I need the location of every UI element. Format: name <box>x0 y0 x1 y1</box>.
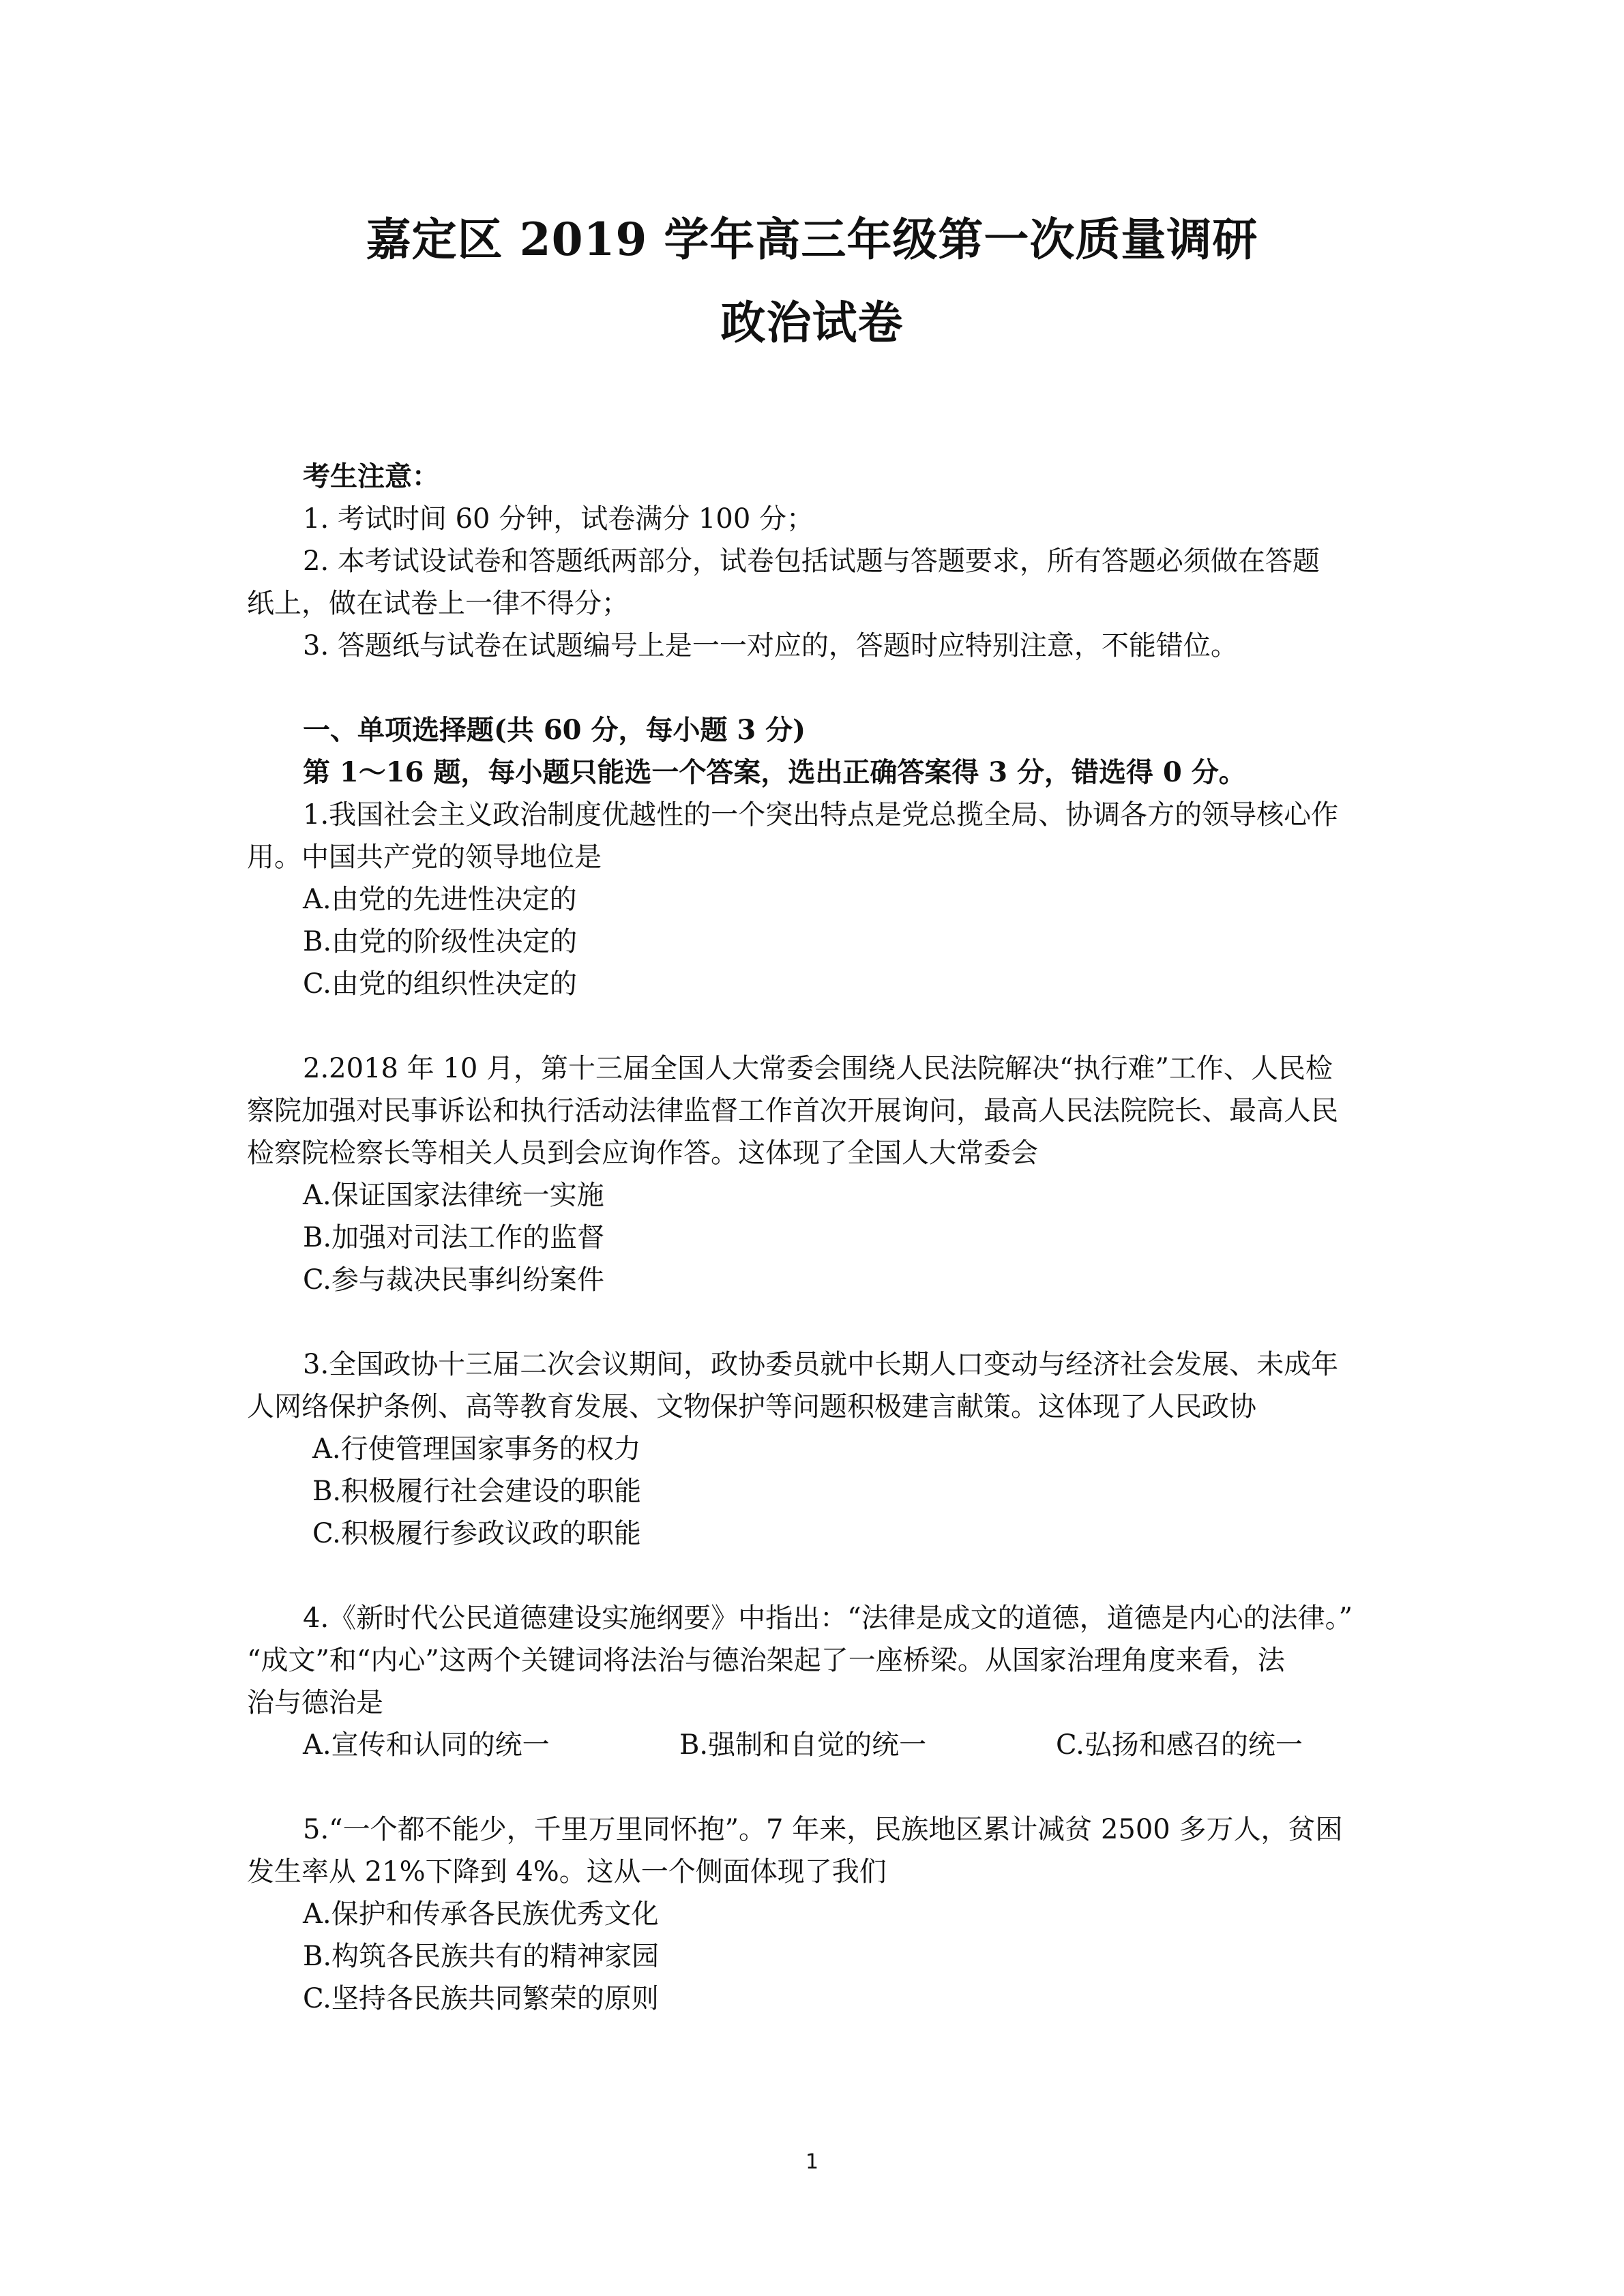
question-5-option-b: B.构筑各民族共有的精神家园 <box>303 1941 660 1972</box>
notice-item: 2. 本考试设试卷和答题纸两部分，试卷包括试题与答题要求，所有答题必须做在答题 <box>303 546 1320 577</box>
question-2-text: 察院加强对民事诉讼和执行活动法律监督工作首次开展询问，最高人民法院院长、最高人民 <box>247 1095 1338 1127</box>
question-1-text: 用。中国共产党的领导地位是 <box>247 841 602 873</box>
question-2-text: 检察院检察长等相关人员到会应询作答。这体现了全国人大常委会 <box>247 1137 1038 1169</box>
question-2-option-b: B.加强对司法工作的监督 <box>303 1222 605 1253</box>
page-number: 1 <box>805 2150 819 2174</box>
question-5-text: 发生率从 21%下降到 4%。这从一个侧面体现了我们 <box>247 1856 887 1888</box>
question-3-option-a: A.行使管理国家事务的权力 <box>312 1433 641 1465</box>
notice-heading: 考生注意： <box>303 460 439 492</box>
question-5-text: 5.“一个都不能少，千里万里同怀抱”。7 年来，民族地区累计减贫 2500 多万人，贫困 <box>303 1814 1343 1845</box>
question-2-option-c: C.参与裁决民事纠纷案件 <box>303 1264 604 1296</box>
question-4-text: 治与德治是 <box>247 1687 383 1718</box>
question-3-text: 人网络保护条例、高等教育发展、文物保护等问题积极建言献策。这体现了人民政协 <box>247 1391 1256 1422</box>
page-subtitle: 政治试卷 <box>720 296 904 349</box>
question-4-option-a: A.宣传和认同的统一 <box>303 1729 550 1761</box>
question-4-text: “成文”和“内心”这两个关键词将法治与德治架起了一座桥梁。从国家治理角度来看，法 <box>247 1645 1285 1676</box>
question-3-option-c: C.积极履行参政议政的职能 <box>312 1518 641 1549</box>
question-3-text: 3.全国政协十三届二次会议期间，政协委员就中长期人口变动与经济社会发展、未成年 <box>303 1349 1339 1380</box>
question-2-option-a: A.保证国家法律统一实施 <box>303 1180 604 1211</box>
question-1-option-a: A.由党的先进性决定的 <box>303 884 577 915</box>
question-5-option-a: A.保护和传承各民族优秀文化 <box>303 1898 659 1930</box>
question-3-option-b: B.积极履行社会建设的职能 <box>312 1476 642 1507</box>
question-5-option-c: C.坚持各民族共同繁荣的原则 <box>303 1983 659 2014</box>
question-1-option-b: B.由党的阶级性决定的 <box>303 926 578 957</box>
section-instruction: 第 1～16 题，每小题只能选一个答案，选出正确答案得 3 分，错选得 0 分。 <box>303 756 1246 788</box>
section-heading: 一、单项选择题(共 60 分，每小题 3 分) <box>303 714 806 746</box>
question-1-option-c: C.由党的组织性决定的 <box>303 968 577 1000</box>
question-4-options <box>247 1724 1389 1766</box>
question-2-text: 2.2018 年 10 月，第十三届全国人大常委会围绕人民法院解决“执行难”工作、人民检 <box>303 1053 1333 1084</box>
notice-item: 纸上，做在试卷上一律不得分； <box>247 588 629 619</box>
notice-item: 3. 答题纸与试卷在试题编号上是一一对应的，答题时应特别注意，不能错位。 <box>303 630 1238 661</box>
page-title: 嘉定区 2019 学年高三年级第一次质量调研 <box>366 213 1258 266</box>
question-4-option-c: C.弘扬和感召的统一 <box>1056 1729 1303 1761</box>
exam-body <box>247 456 1389 2020</box>
question-4-text: 4.《新时代公民道德建设实施纲要》中指出：“法律是成文的道德，道德是内心的法律。” <box>303 1602 1353 1634</box>
notice-item: 1. 考试时间 60 分钟，试卷满分 100 分； <box>303 503 814 535</box>
question-1-text: 1.我国社会主义政治制度优越性的一个突出特点是党总揽全局、协调各方的领导核心作 <box>303 799 1339 831</box>
question-4-option-b: B.强制和自觉的统一 <box>679 1729 927 1761</box>
